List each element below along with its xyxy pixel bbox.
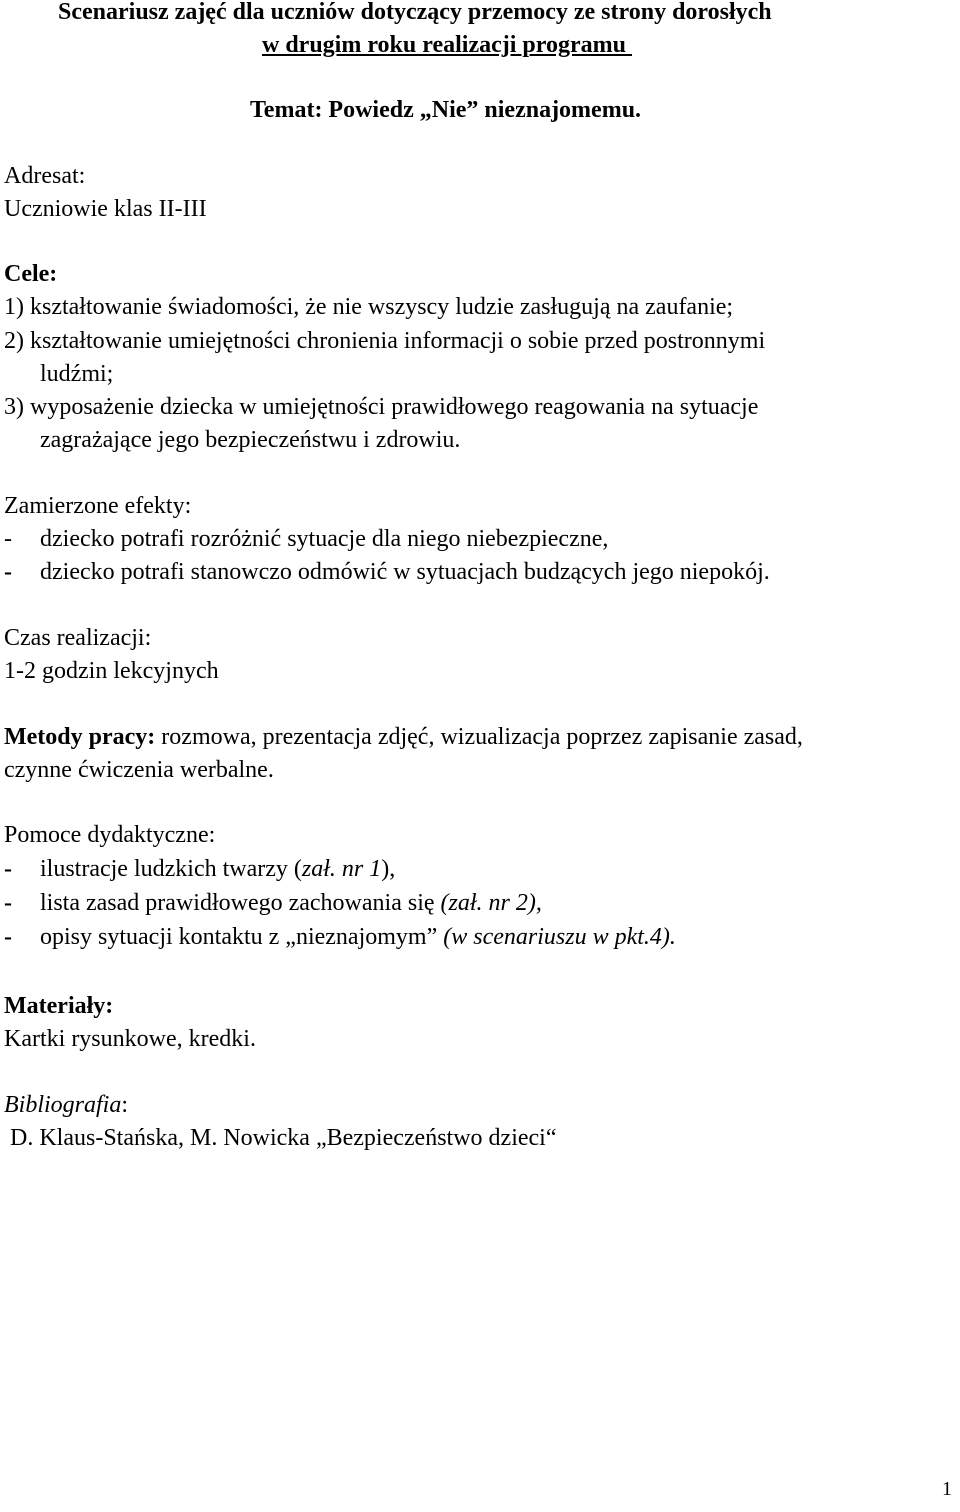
metody-label: Metody pracy: bbox=[4, 724, 156, 750]
cele-item-3-cont: zagrażające jego bezpieczeństwu i zdrowiu. bbox=[40, 427, 461, 453]
adresat-heading bbox=[4, 160, 85, 193]
pomoce-item-text: opisy sytuacji kontaktu z „nieznajomym” bbox=[40, 924, 444, 950]
document-topic: Temat: Powiedz „Nie” nieznajomemu. bbox=[250, 97, 642, 123]
czas-colon: : bbox=[144, 625, 152, 651]
efekty-item-1 bbox=[4, 523, 608, 556]
pomoce-colon: : bbox=[208, 822, 216, 848]
document-title-line1: Scenariusz zajęć dla uczniów dotyczący przemocy ze strony dorosłych bbox=[58, 0, 772, 25]
pomoce-item-3 bbox=[4, 921, 676, 954]
czas-heading bbox=[4, 622, 151, 655]
bibliografia-label: Bibliografia bbox=[4, 1092, 122, 1118]
pomoce-item-ref: (w scenariuszu w pkt.4). bbox=[443, 924, 676, 950]
pomoce-item-ref: (zał. nr 2), bbox=[440, 890, 542, 916]
pomoce-item-1 bbox=[4, 853, 395, 886]
metody-text: rozmowa, prezentacja zdjęć, wizualizacja poprzez zapisanie zasad, bbox=[155, 724, 803, 750]
adresat-colon: : bbox=[78, 163, 86, 189]
cele-item-1: 1) kształtowanie świadomości, że nie wszyscy ludzie zasługują na zaufanie; bbox=[4, 294, 734, 320]
metody-line2: czynne ćwiczenia werbalne. bbox=[4, 757, 274, 783]
materialy-value: Kartki rysunkowe, kredki. bbox=[4, 1026, 256, 1052]
pomoce-item-2 bbox=[4, 887, 542, 920]
list-dash: - bbox=[4, 526, 12, 552]
adresat-value: Uczniowie klas II-III bbox=[4, 196, 207, 222]
list-dash: - bbox=[4, 559, 12, 585]
metody-line1 bbox=[4, 721, 803, 754]
pomoce-item-text: ilustracje ludzkich twarzy ( bbox=[40, 856, 302, 882]
efekty-item-2 bbox=[4, 556, 770, 589]
efekty-label: Zamierzone efekty bbox=[4, 493, 185, 519]
efekty-item-text: dziecko potrafi stanowczo odmówić w sytuacjach budzących jego niepokój. bbox=[40, 559, 770, 585]
efekty-colon: : bbox=[184, 493, 192, 519]
cele-item-2-cont: ludźmi; bbox=[40, 361, 114, 387]
cele-heading: Cele: bbox=[4, 261, 58, 287]
page-number: 1 bbox=[942, 1478, 952, 1500]
bibliografia-heading bbox=[4, 1089, 128, 1122]
pomoce-item-text: lista zasad prawidłowego zachowania się bbox=[40, 890, 441, 916]
cele-item-2: 2) kształtowanie umiejętności chronienia informacji o sobie przed postronnymi bbox=[4, 328, 766, 354]
document-title-line2: w drugim roku realizacji programu bbox=[262, 32, 632, 58]
cele-item-3: 3) wyposażenie dziecka w umiejętności prawidłowego reagowania na sytuacje bbox=[4, 394, 759, 420]
czas-label: Czas realizacji bbox=[4, 625, 145, 651]
pomoce-heading bbox=[4, 819, 215, 852]
adresat-label: Adresat bbox=[4, 163, 79, 189]
bibliografia-value: D. Klaus-Stańska, M. Nowicka „Bezpieczeństwo dzieci“ bbox=[4, 1125, 557, 1151]
czas-value: 1-2 godzin lekcyjnych bbox=[4, 658, 219, 684]
list-dash: - bbox=[4, 924, 12, 950]
efekty-item-text: dziecko potrafi rozróżnić sytuacje dla niego niebezpieczne, bbox=[40, 526, 609, 552]
materialy-heading: Materiały: bbox=[4, 993, 114, 1019]
pomoce-label: Pomoce dydaktyczne bbox=[4, 822, 209, 848]
pomoce-item-after: ), bbox=[381, 856, 396, 882]
bibliografia-colon: : bbox=[121, 1092, 129, 1118]
efekty-heading bbox=[4, 490, 191, 523]
list-dash: - bbox=[4, 890, 12, 916]
list-dash: - bbox=[4, 856, 12, 882]
pomoce-item-ref: zał. nr 1 bbox=[301, 856, 382, 882]
